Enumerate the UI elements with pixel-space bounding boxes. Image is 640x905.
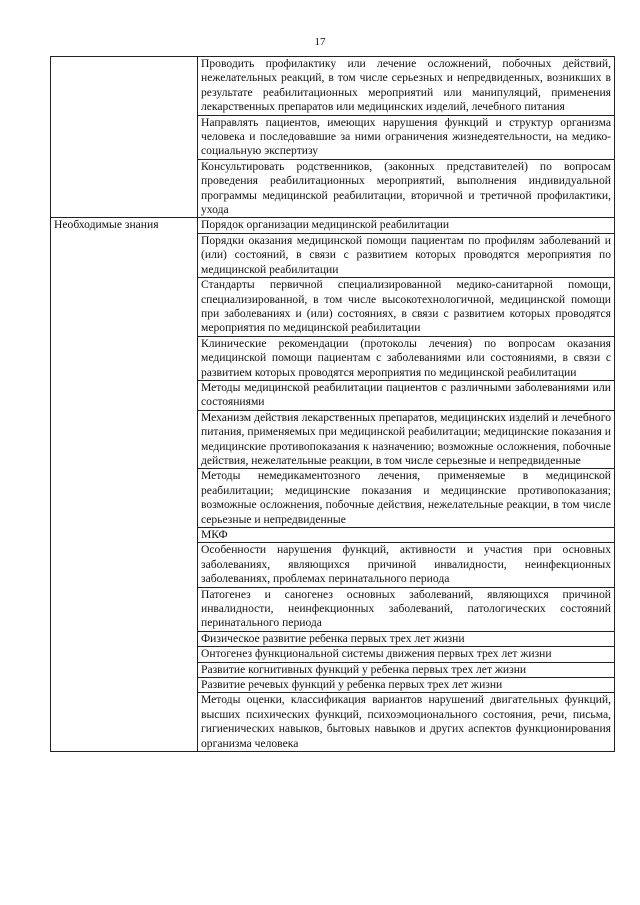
table-row: [51, 57, 615, 116]
table-cell: Механизм действия лекарственных препаратов, медицинских изделий и лечебного питания, применяемых при медицинской реабилитации; медицинские показания и медицинские противопоказания к назначению; возможные осложнения, побочные действия, нежелательные реакции, в том числе серьезные и непредвиденные: [198, 410, 615, 469]
page-number: 17: [314, 36, 326, 48]
table-cell: Направлять пациентов, имеющих нарушения функций и структур организма человека и последовавшие за ними ограничения жизнедеятельности, на медико-социальную экспертизу: [198, 115, 615, 159]
table-cell: Методы немедикаментозного лечения, применяемые в медицинской реабилитации; медицинские показания и медицинские противопоказания; возможные осложнения, побочные действия, нежелательные реакции, в том числе серьезные и непредвиденные: [198, 469, 615, 528]
table-cell: Клинические рекомендации (протоколы лечения) по вопросам оказания медицинской помощи пациентам с заболеваниями или состояниями, в связи с развитием которых проводятся мероприятия по медицинской реабилитации: [198, 336, 615, 380]
table-cell: Порядки оказания медицинской помощи пациентам по профилям заболеваний и (или) состояний, в связи с развитием которых проводятся мероприятия по медицинской реабилитации: [198, 233, 615, 277]
table-cell: Методы оценки, классификация вариантов нарушений двигательных функций, высших психических функций, психоэмоционального состояния, речи, письма, гигиенических навыков, бытовых навыков и других аспектов функционирования организма человека: [198, 693, 615, 752]
table-cell: Проводить профилактику или лечение осложнений, побочных действий, нежелательных реакций, в том числе серьезных и непредвиденных, возникших в результате реабилитационных мероприятий или манипуляций, применения лекарственных препаратов или медицинских изделий, лечебного питания: [198, 57, 615, 116]
label-cell-empty: [51, 57, 198, 218]
table-cell: Онтогенез функциональной системы движения первых трех лет жизни: [198, 647, 615, 662]
table-cell: Патогенез и саногенез основных заболеваний, являющихся причиной инвалидности, неинфекционных заболеваний, патологических состояний перинатального периода: [198, 587, 615, 631]
requirements-table: [50, 56, 615, 752]
table-cell: Консультировать родственников, (законных представителей) по вопросам проведения реабилитационных мероприятий, выполнения индивидуальной программы медицинской реабилитации, вторичной и третичной профилактики, ухода: [198, 159, 615, 218]
table-cell: Порядок организации медицинской реабилитации: [198, 218, 615, 233]
table-cell: МКФ: [198, 528, 615, 543]
section-label-cell: Необходимые знания: [51, 218, 198, 752]
table-cell: Развитие речевых функций у ребенка первых трех лет жизни: [198, 678, 615, 693]
table-cell: Особенности нарушения функций, активности и участия при основных заболеваниях, являющихся причиной инвалидности, неинфекционных заболеваниях, проблемах перинатального периода: [198, 543, 615, 587]
table-cell: Стандарты первичной специализированной медико-санитарной помощи, специализированной, в том числе высокотехнологичной, медицинской помощи при заболеваниях и (или) состояниях, в связи с развитием которых проводятся мероприятия по медицинской реабилитации: [198, 278, 615, 337]
table-row: [51, 218, 615, 233]
table-cell: Физическое развитие ребенка первых трех лет жизни: [198, 631, 615, 646]
table-cell: Методы медицинской реабилитации пациентов с различными заболеваниями или состояниями: [198, 380, 615, 410]
table-cell: Развитие когнитивных функций у ребенка первых трех лет жизни: [198, 662, 615, 677]
